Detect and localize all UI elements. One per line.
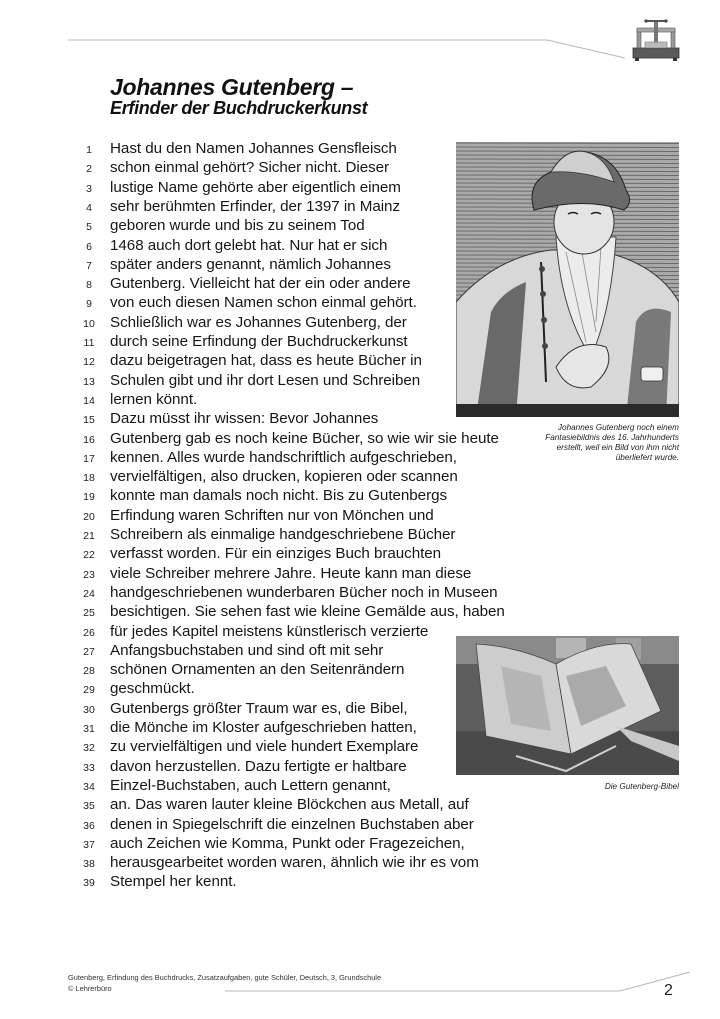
line-number: 36 xyxy=(83,819,95,832)
line-text: die Mönche im Kloster aufgeschrieben hatten, xyxy=(110,719,417,736)
line-text: Erfindung waren Schriften nur von Mönchen und xyxy=(110,506,434,524)
bible-illustration xyxy=(456,636,679,775)
portrait-caption xyxy=(456,423,679,463)
line-number: 13 xyxy=(83,375,95,388)
line-number: 8 xyxy=(86,279,92,292)
line-number: 2 xyxy=(86,163,92,176)
page-number: 2 xyxy=(664,982,673,999)
portrait-caption-line: erstellt, weil ein Bild von ihm nicht xyxy=(556,443,679,452)
line-text: Schreibern als einmalige handgeschriebene Bücher xyxy=(110,526,456,543)
portrait-caption-line: überliefert wurde. xyxy=(615,453,679,462)
page-subtitle: Erfinder der Buchdruckerkunst xyxy=(110,98,368,118)
portrait-caption-line: Johannes Gutenberg noch einem xyxy=(557,423,679,432)
line-number: 22 xyxy=(83,549,95,562)
line-text: herausgearbeitet worden waren, ähnlich wie ihr es vom xyxy=(110,854,479,872)
line-number: 20 xyxy=(83,510,95,523)
line-text: zu vervielfältigen und viele hundert Exemplare xyxy=(110,738,419,756)
line-text: schönen Ornamenten an den Seitenrändern xyxy=(110,661,405,679)
line-number: 10 xyxy=(83,317,95,330)
line-text: handgeschriebenen wunderbaren Bücher noch in Museen xyxy=(110,583,498,601)
line-text: durch seine Erfindung der Buchdruckerkunst xyxy=(110,333,408,350)
line-text: Schließlich war es Johannes Gutenberg, der xyxy=(110,313,407,331)
line-number: 25 xyxy=(83,607,95,620)
line-text: vervielfältigen, also drucken, kopieren oder scannen xyxy=(110,468,458,486)
line-number: 21 xyxy=(83,530,95,542)
text-line xyxy=(0,487,720,506)
portrait-illustration xyxy=(456,142,679,417)
line-number: 32 xyxy=(83,742,95,755)
line-text: kennen. Alles wurde handschriftlich aufgeschrieben, xyxy=(110,448,457,466)
header-rule xyxy=(0,0,720,80)
line-number: 9 xyxy=(86,298,92,311)
bible-caption: Die Gutenberg-Bibel xyxy=(604,782,679,791)
line-text: Anfangsbuchstaben und sind oft mit sehr xyxy=(110,641,384,659)
line-number: 29 xyxy=(83,684,95,697)
line-number: 26 xyxy=(83,626,95,639)
line-number: 6 xyxy=(86,240,92,253)
line-number: 24 xyxy=(83,587,95,600)
line-number: 14 xyxy=(83,394,95,407)
text-line xyxy=(0,545,720,564)
line-number: 16 xyxy=(83,433,95,446)
printing-press-icon xyxy=(632,16,680,62)
gutenberg-bible-image xyxy=(456,636,679,775)
line-text: Dazu müsst ihr wissen: Bevor Johannes xyxy=(110,410,379,428)
text-line xyxy=(0,854,720,873)
line-number: 12 xyxy=(83,356,95,369)
text-line xyxy=(0,816,720,835)
text-line xyxy=(0,468,720,487)
line-number: 33 xyxy=(83,761,95,774)
portrait-caption-line: Fantasiebildnis des 16. Jahrhunderts xyxy=(545,433,679,442)
line-text: besichtigen. Sie sehen fast wie kleine Gemälde aus, haben xyxy=(110,603,505,621)
text-line xyxy=(0,873,720,892)
line-text: auch Zeichen wie Komma, Punkt oder Fragezeichen, xyxy=(110,834,465,852)
line-text: geschmückt. xyxy=(110,680,195,698)
line-number: 5 xyxy=(86,221,92,234)
line-text: Gutenberg. Vielleicht hat der ein oder andere xyxy=(110,275,411,293)
text-line xyxy=(0,603,720,622)
line-text: lernen könnt. xyxy=(110,390,198,408)
line-number: 35 xyxy=(83,800,95,813)
line-number: 27 xyxy=(83,645,95,658)
line-text: lustige Name gehörte aber eigentlich einem xyxy=(110,178,401,196)
text-line xyxy=(0,507,720,526)
gutenberg-portrait-image xyxy=(456,142,679,417)
line-text: von euch diesen Namen schon einmal gehört. xyxy=(110,294,417,312)
line-number: 18 xyxy=(83,472,95,485)
line-number: 3 xyxy=(86,182,92,195)
line-text: Gutenbergs größter Traum war es, die Bibel, xyxy=(110,699,408,717)
line-number: 11 xyxy=(83,337,95,349)
footer-source-line: Gutenberg, Erfindung des Buchdrucks, Zusatzaufgaben, gute Schüler, Deutsch, 3, Grundschule xyxy=(68,973,382,982)
line-number: 7 xyxy=(86,259,92,272)
line-text: an. Das waren lauter kleine Blöckchen aus Metall, auf xyxy=(110,796,469,814)
line-text: Einzel-Buchstaben, auch Lettern genannt, xyxy=(110,776,391,794)
footer-source xyxy=(68,972,381,994)
line-number: 37 xyxy=(83,838,95,851)
line-text: 1468 auch dort gelebt hat. Nur hat er sich xyxy=(110,236,388,254)
line-number: 39 xyxy=(83,877,95,890)
line-text: davon herzustellen. Dazu fertigte er haltbare xyxy=(110,757,407,775)
line-text: denen in Spiegelschrift die einzelnen Buchstaben aber xyxy=(110,815,474,833)
line-text: geboren wurde und bis zu seinem Tod xyxy=(110,217,365,235)
line-text: Hast du den Namen Johannes Gensfleisch xyxy=(110,140,397,157)
line-text: für jedes Kapitel meistens künstlerisch verzierte xyxy=(110,622,429,640)
line-number: 17 xyxy=(83,452,95,465)
text-line xyxy=(0,796,720,815)
line-number: 1 xyxy=(86,144,92,156)
line-text: später anders genannt, nämlich Johannes xyxy=(110,255,391,273)
line-number: 30 xyxy=(83,703,95,716)
text-line xyxy=(0,526,720,545)
text-line xyxy=(0,835,720,854)
line-number: 38 xyxy=(83,858,95,871)
line-number: 15 xyxy=(83,414,95,427)
text-line xyxy=(0,584,720,603)
line-number: 28 xyxy=(83,665,95,678)
line-text: konnte man damals noch nicht. Bis zu Gutenbergs xyxy=(110,487,448,505)
line-number: 31 xyxy=(83,723,95,735)
text-line xyxy=(0,565,720,584)
line-text: Stempel her kennt. xyxy=(110,873,237,891)
line-number: 34 xyxy=(83,780,95,793)
line-text: viele Schreiber mehrere Jahre. Heute kann man diese xyxy=(110,564,472,582)
footer-copyright: © Lehrerbüro xyxy=(68,984,112,993)
line-text: sehr berühmten Erfinder, der 1397 in Mainz xyxy=(110,197,400,215)
page-title: Johannes Gutenberg – xyxy=(110,74,354,100)
line-number: 4 xyxy=(86,201,92,214)
line-number: 23 xyxy=(83,568,95,581)
line-text: Schulen gibt und ihr dort Lesen und Schreiben xyxy=(110,371,421,389)
line-text: dazu beigetragen hat, dass es heute Bücher in xyxy=(110,352,422,370)
line-number: 19 xyxy=(83,491,95,504)
line-text: schon einmal gehört? Sicher nicht. Dieser xyxy=(110,159,390,177)
line-text: Gutenberg gab es noch keine Bücher, so wie wir sie heute xyxy=(110,429,499,447)
line-text: verfasst worden. Für ein einziges Buch brauchten xyxy=(110,545,442,563)
